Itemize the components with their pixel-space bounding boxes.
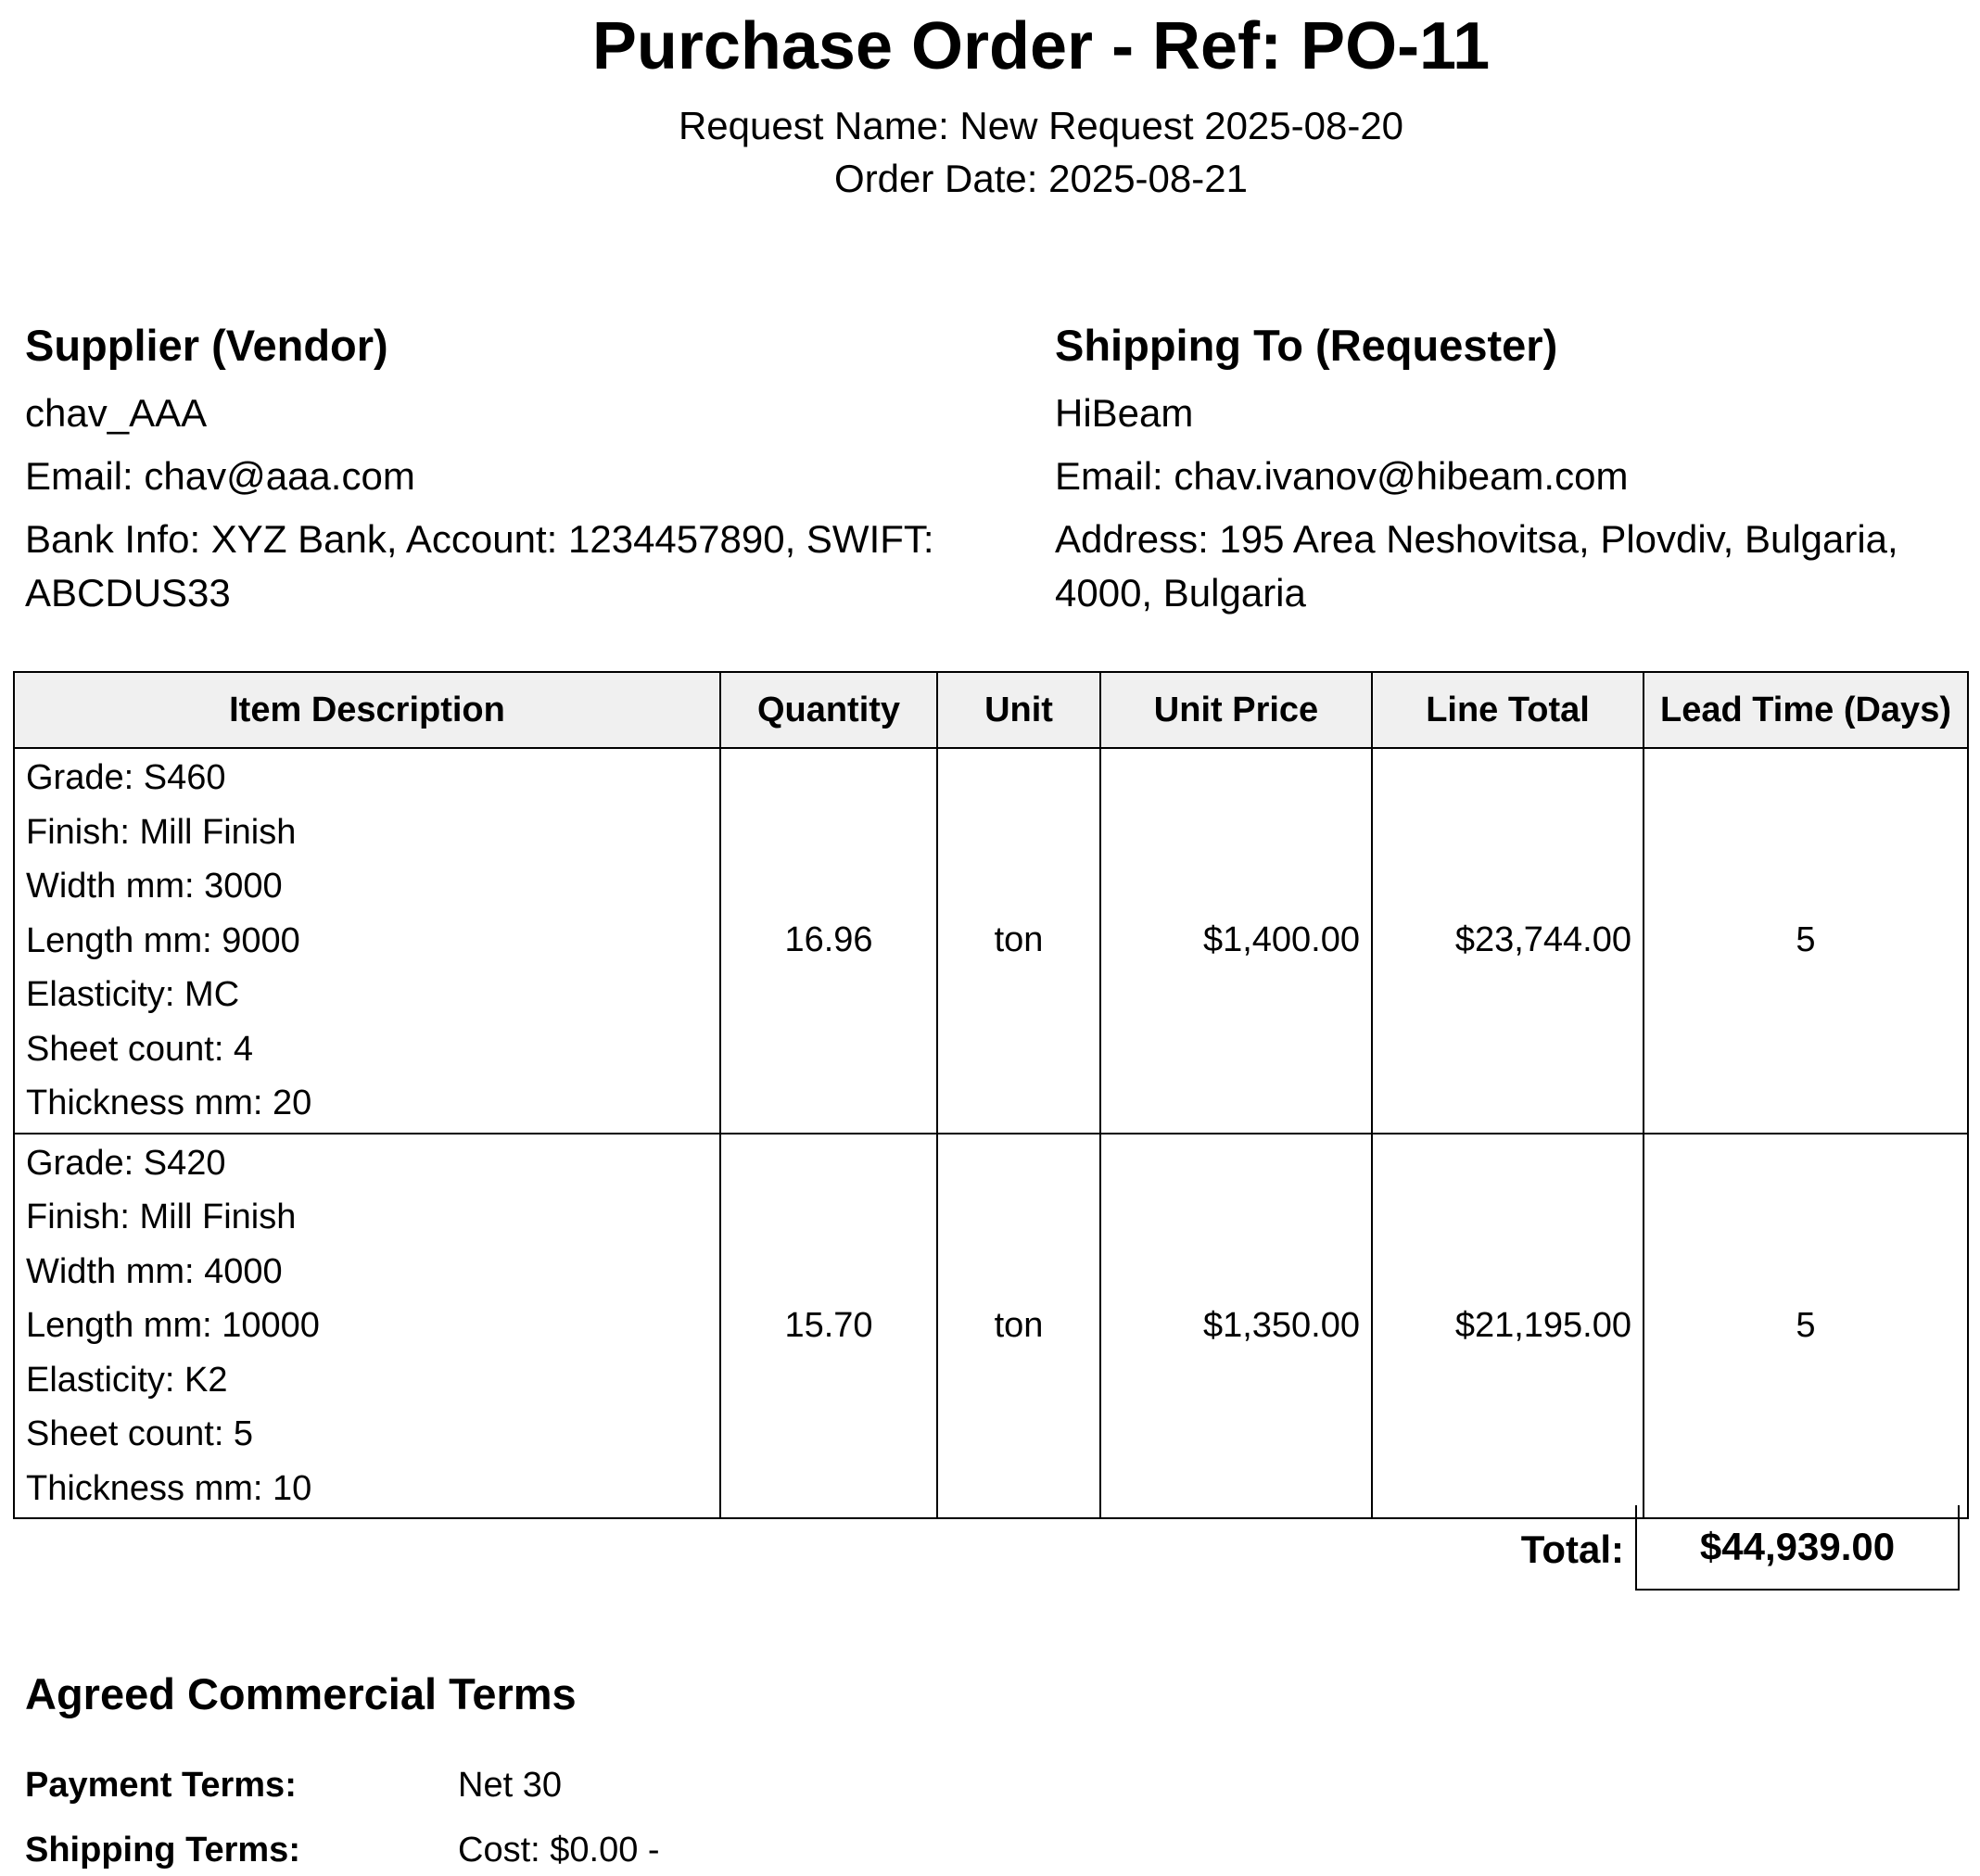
spec-grade: Grade: S420 [26,1143,226,1183]
spec-thickness: Thickness mm: 10 [26,1468,312,1508]
spec-elasticity: Elasticity: MC [26,975,240,1014]
spec-thickness: Thickness mm: 20 [26,1084,312,1122]
supplier-heading: Supplier (Vendor) [25,321,388,370]
total-label: Total: [1520,1527,1624,1571]
supplier-section [25,320,998,620]
spec-length: Length mm: 9000 [26,920,300,960]
shipping-section [1055,320,1980,620]
table-row [14,1134,1968,1519]
spec-finish: Finish: Mill Finish [26,812,297,852]
spec-sheet-count: Sheet count: 5 [26,1414,254,1453]
item-line-total: $21,195.00 [1372,1134,1644,1519]
shipping-terms-value: Cost: $0.00 - [458,1831,660,1870]
column-header-description: Item Description [14,672,720,748]
item-description [14,1134,720,1519]
spec-length: Length mm: 10000 [26,1306,320,1345]
shipping-heading: Shipping To (Requester) [1055,321,1558,370]
item-unit-price: $1,400.00 [1100,748,1372,1134]
item-line-total: $23,744.00 [1372,748,1644,1134]
item-description [14,748,720,1134]
column-header-unit: Unit [937,672,1100,748]
items-table [13,671,1969,1519]
shipping-address-line-2: 4000, Bulgaria [1055,571,1306,615]
column-header-unit-price: Unit Price [1100,672,1372,748]
shipping-terms-label: Shipping Terms: [25,1831,300,1870]
spec-width: Width mm: 4000 [26,1251,283,1291]
shipping-address-line-1: Address: 195 Area Neshovitsa, Plovdiv, Bulgaria, [1055,517,1898,561]
column-header-line-total: Line Total [1372,672,1644,748]
spec-sheet-count: Sheet count: 4 [26,1029,254,1069]
item-unit-price: $1,350.00 [1100,1134,1372,1519]
spec-elasticity: Elasticity: K2 [26,1360,228,1400]
spec-width: Width mm: 3000 [26,867,283,906]
item-quantity: 16.96 [720,748,937,1134]
item-unit: ton [937,1134,1100,1519]
item-quantity: 15.70 [720,1134,937,1519]
terms-heading: Agreed Commercial Terms [25,1669,577,1718]
shipping-terms-row [25,1824,660,1876]
order-date: Order Date: 2025-08-21 [834,157,1248,200]
supplier-bank-info-line-2: ABCDUS33 [25,571,231,615]
payment-terms-value: Net 30 [458,1766,562,1805]
payment-terms-label: Payment Terms: [25,1766,297,1805]
spec-grade: Grade: S460 [26,758,226,797]
spec-finish: Finish: Mill Finish [26,1198,297,1236]
shipping-name: HiBeam [1055,391,1194,435]
item-lead-time: 5 [1644,1134,1968,1519]
column-header-quantity: Quantity [720,672,937,748]
item-unit: ton [937,748,1100,1134]
payment-terms-row [25,1759,562,1811]
supplier-bank-info-line-1: Bank Info: XYZ Bank, Account: 1234457890, SWIFT: [25,517,934,561]
column-header-lead-time: Lead Time (Days) [1644,672,1968,748]
request-name: Request Name: New Request 2025-08-20 [678,104,1404,147]
item-lead-time: 5 [1644,748,1968,1134]
shipping-email: Email: chav.ivanov@hibeam.com [1055,454,1629,498]
supplier-name: chav_AAA [25,391,208,435]
table-header-row [14,672,1968,748]
total-value: $44,939.00 [1635,1505,1960,1591]
page-title: Purchase Order - Ref: PO-11 [591,9,1491,83]
supplier-email: Email: chav@aaa.com [25,454,415,498]
table-row [14,748,1968,1134]
